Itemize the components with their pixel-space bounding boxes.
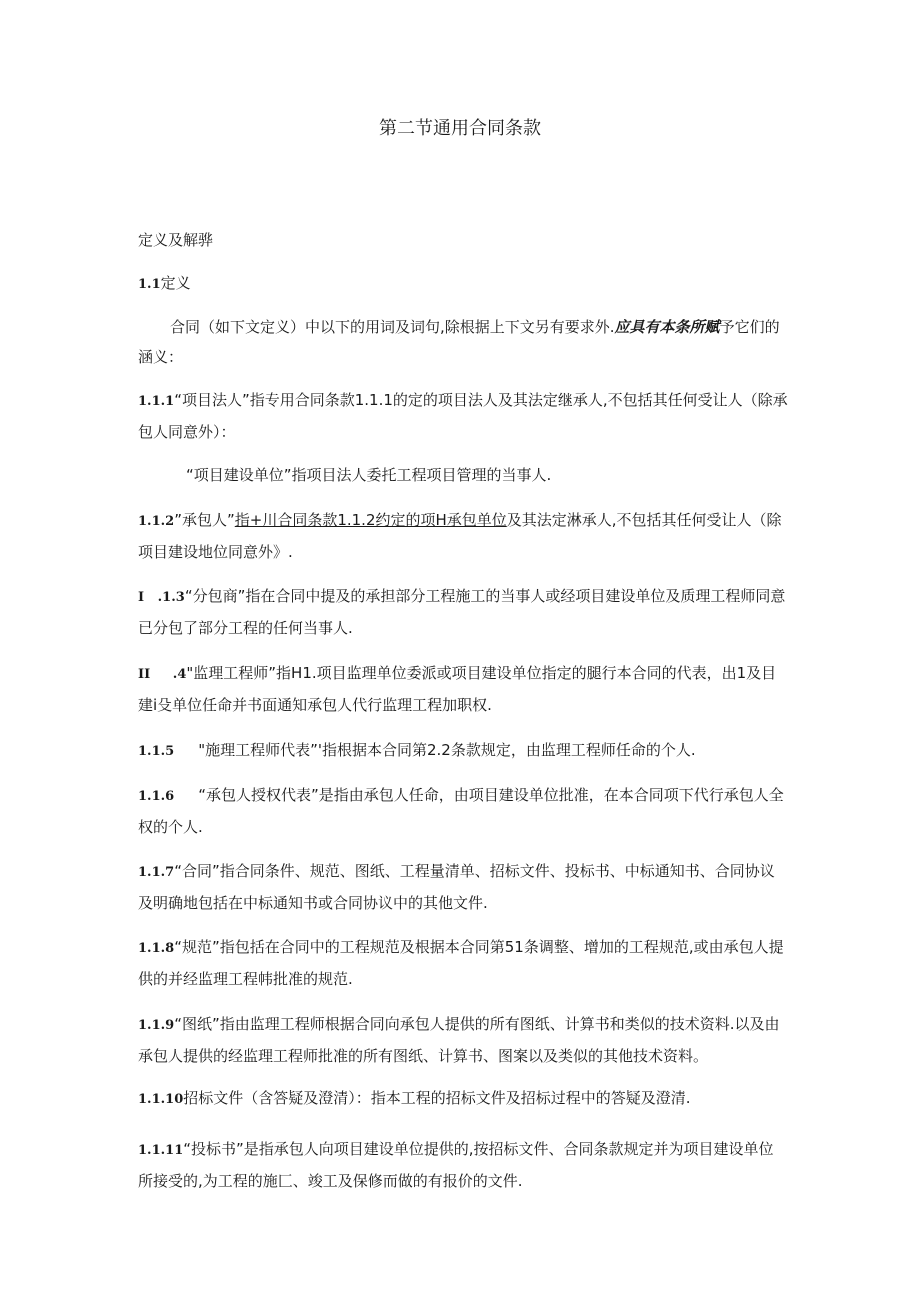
clause-number: 1.1.8 <box>138 941 175 956</box>
clause-text-underlined: 指+川合同条款1.1.2约定的项H承包单位 <box>234 511 507 529</box>
clause-text: “项目建设单位”指项目法人委托工程项目管理的当事人. <box>186 466 552 484</box>
clause-text: “合同”指合同条件、规范、图纸、工程量清单、招标文件、投标书、中标通知书、合同协议及明确地包括在中标通知书或合同协议中的其他文件. <box>138 862 775 912</box>
clause-1-1-5 <box>138 735 788 767</box>
sub-heading-number: 1.1 <box>138 277 161 292</box>
clause-1-1-10 <box>138 1083 788 1115</box>
intro-paragraph <box>138 312 788 372</box>
clause-number: 1.1.7 <box>138 865 175 880</box>
clause-1-1-3 <box>138 581 788 643</box>
clause-1-1-11 <box>138 1134 788 1196</box>
clause-1-1-8 <box>138 932 788 994</box>
clause-text: “规范”指包括在合同中的工程规范及根据本合同第51条调整、增加的工程规范,或由承包人提供的并经监理工程帏批准的规范. <box>138 938 784 988</box>
clause-number: 1.1.5 <box>138 744 175 759</box>
clause-1-1-2 <box>138 505 788 567</box>
clause-1-1-9 <box>138 1009 788 1071</box>
clause-number: 1.1.1 <box>138 394 175 409</box>
clause-1-1-1 <box>138 385 788 447</box>
clause-text: "施理工程师代表”'指根据本合同第2.2条款规定，由监理工程师任命的个人. <box>198 741 696 759</box>
intro-part-2: 应具有本条所赋 <box>614 318 720 336</box>
clause-1-1-6 <box>138 780 788 842</box>
section-heading: 定义及解骅 <box>138 231 214 249</box>
clause-text: "监理工程师”指H1.项目监理单位委派或项目建设单位指定的腿行本合同的代表，出1及目建i殳单位任命并书面通知承包人代行监理工程加职权. <box>138 664 777 714</box>
clause-text: “分包商”指在合同中提及的承担部分工程施工的当事人或经项目建设单位及质理工程师同意已分包了部分工程的任何当事人. <box>138 587 786 637</box>
clause-number: 1.1.11 <box>138 1143 184 1158</box>
clause-text: 招标文件（含答疑及澄清）：指本工程的招标文件及招标过程中的答疑及澄清. <box>183 1089 691 1107</box>
clause-number: I .1.3 <box>138 590 185 605</box>
clause-text-a: ”承包人” <box>174 511 235 529</box>
clause-number: 1.1.9 <box>138 1018 175 1033</box>
clause-1-1-4 <box>138 658 788 720</box>
clause-text: “投标书”是指承包人向项目建设单位提供的,按招标文件、合同条款规定并为项目建设单位所接受的,为工程的施匚、竣工及保修而做的有报价的文件. <box>138 1140 774 1190</box>
clause-number: 1.1.2 <box>138 514 175 529</box>
clause-number: II .4 <box>138 667 187 682</box>
clause-text: “承包人授权代表”是指由承包人任命，由项目建设单位批准，在本合同项下代行承包人全权的个人. <box>138 786 784 836</box>
clause-text: “图纸”指由监理工程师根据合同向承包人提供的所有图纸、计算书和类似的技术资料.以及由承包人提供的经监理工程师批准的所有图纸、计算书、图案以及类似的其他技术资料。 <box>138 1015 780 1065</box>
clause-text: “项目法人”指专用合同条款1.1.1的定的项目法人及其法定继承人,不包括其任何受让人（除承包人同意外）： <box>138 391 788 441</box>
intro-part-3: 予它们的涵义： <box>138 318 780 366</box>
clause-1-1-7 <box>138 856 788 918</box>
sub-heading-text: 定义 <box>160 274 191 292</box>
clause-project-unit <box>138 460 788 490</box>
clause-number: 1.1.6 <box>138 789 175 804</box>
sub-heading <box>138 268 788 300</box>
clause-text-b: 及其法定淋承人,不包括其任何受让人（除项目建设地位同意外》. <box>138 511 782 561</box>
page-title: 第二节通用合同条款 <box>379 118 541 139</box>
intro-part-1: 合同（如下文定义）中以下的用词及词句,除根据上下文另有要求外. <box>170 318 615 336</box>
clause-number: 1.1.10 <box>138 1092 184 1107</box>
